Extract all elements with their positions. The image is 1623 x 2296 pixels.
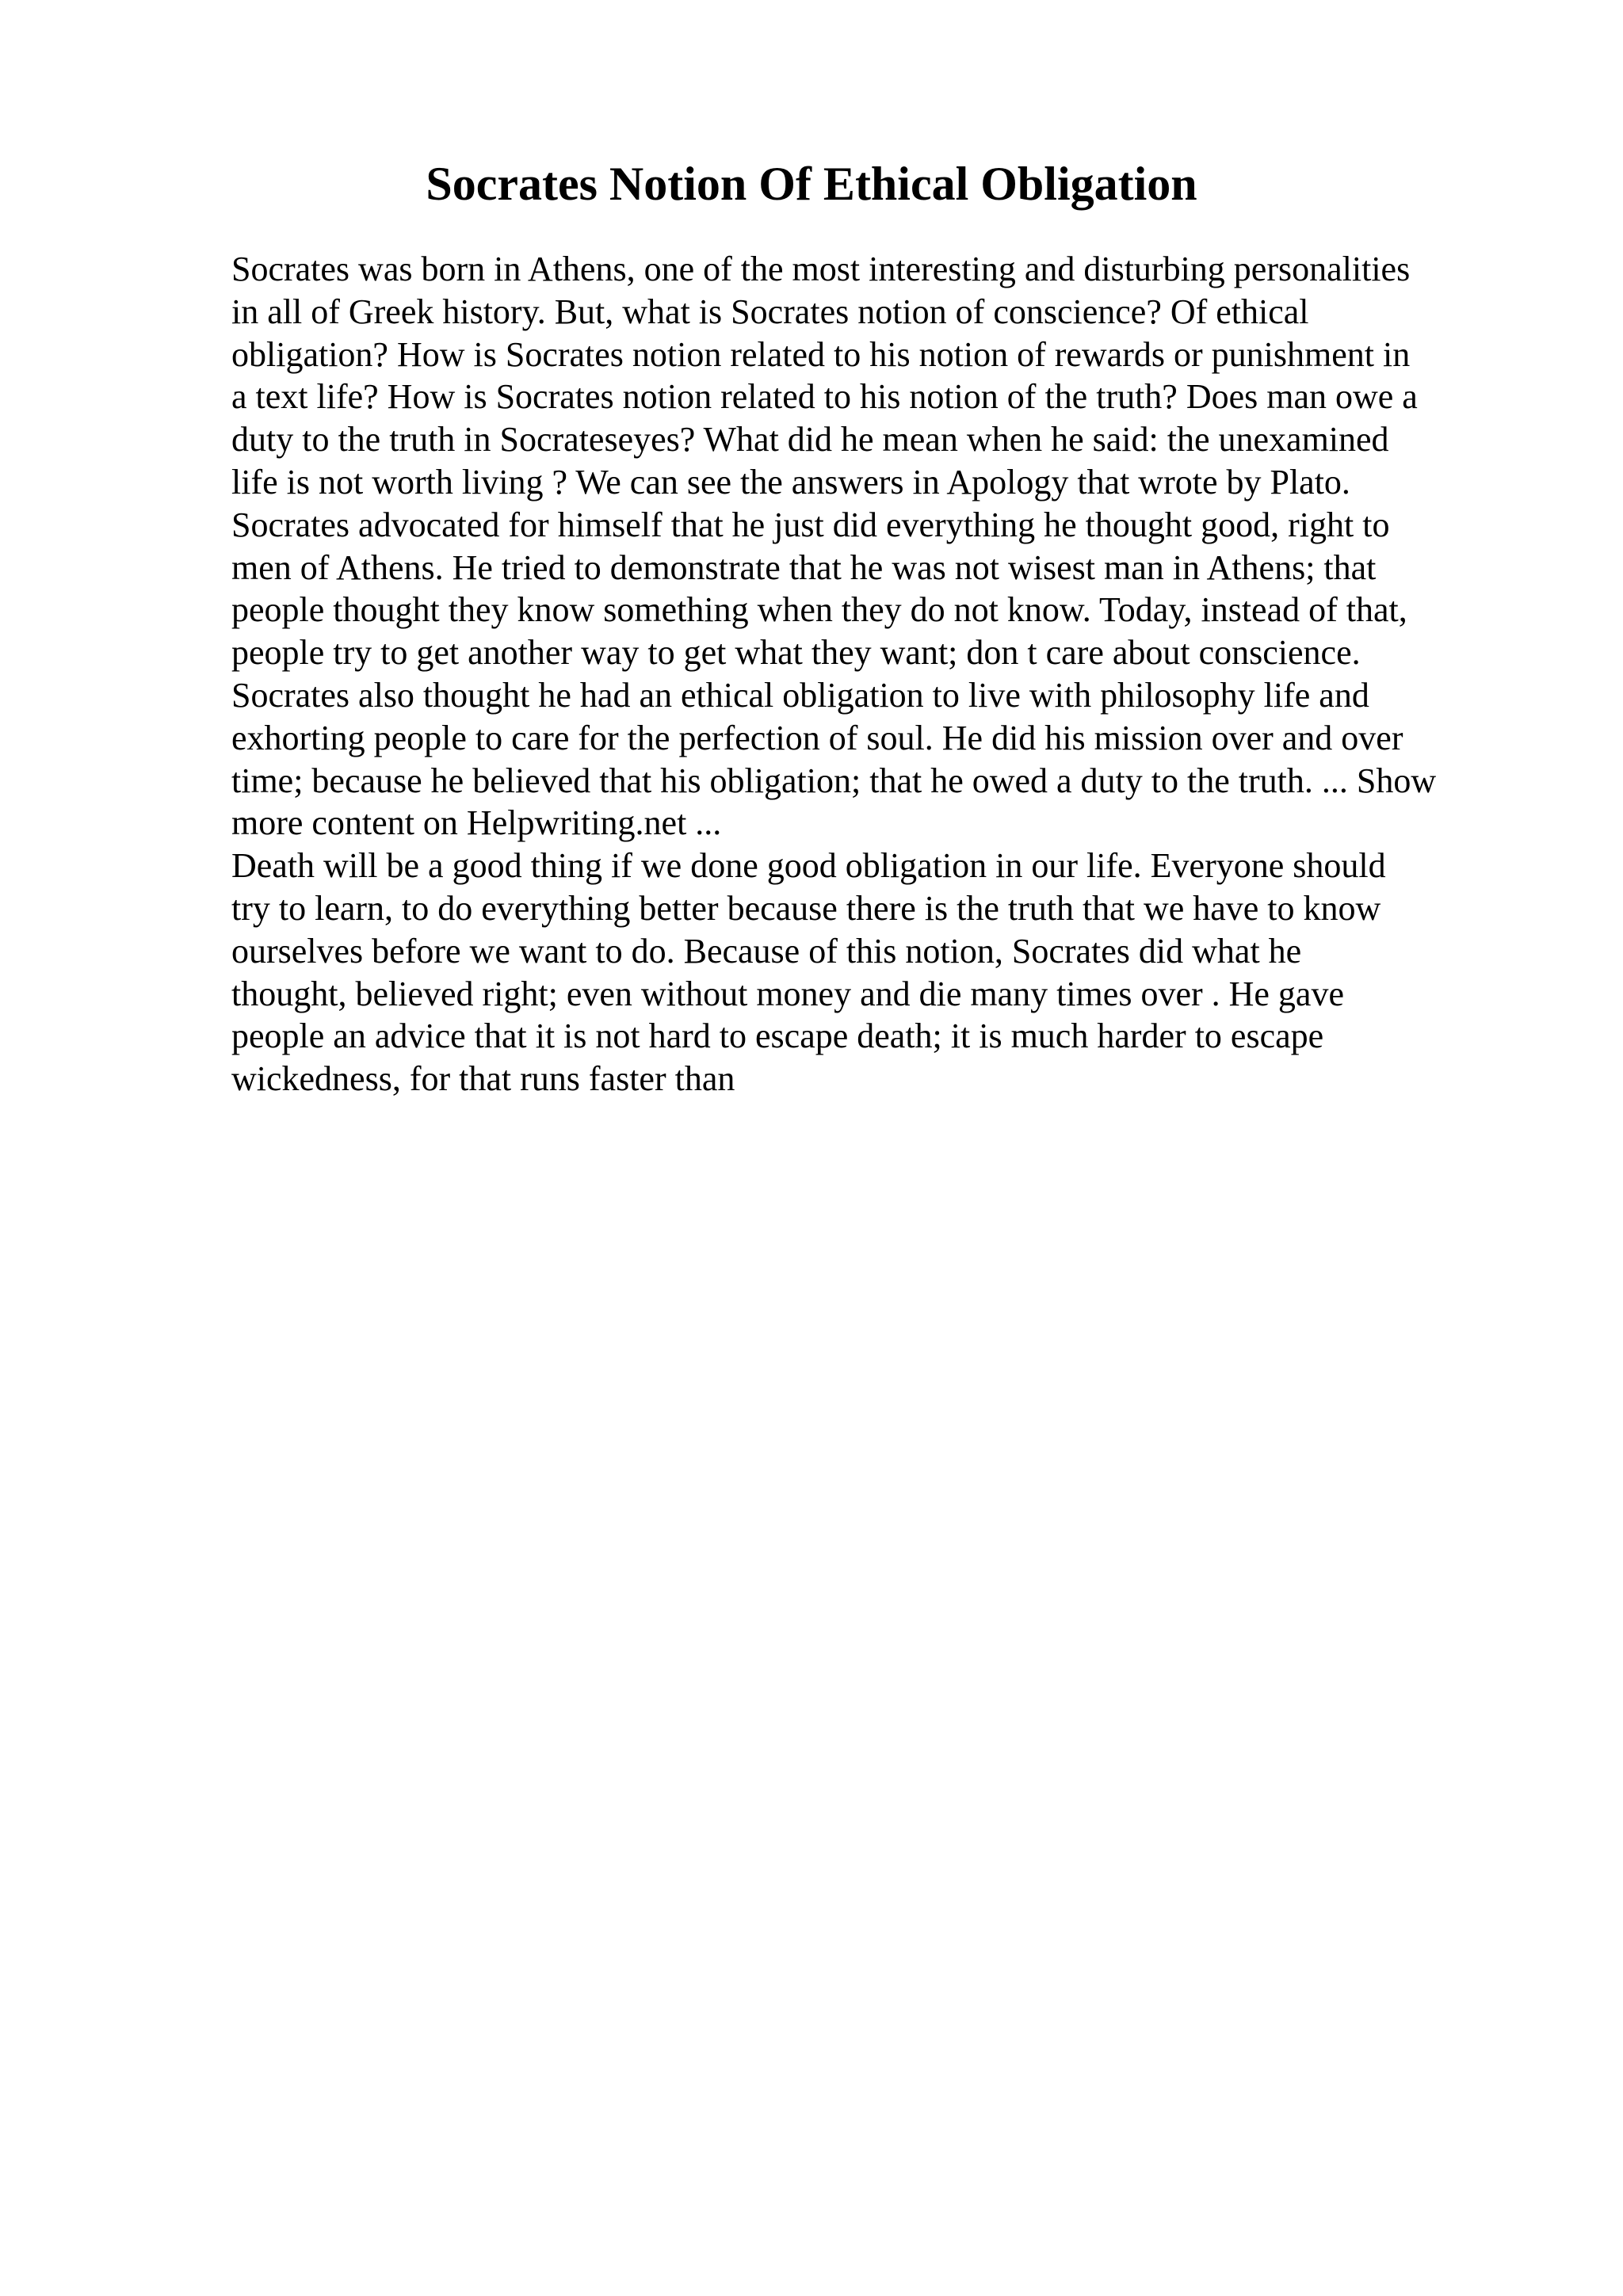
- text-line: ourselves before we want to do. Because of this notion, Socrates did what he: [231, 931, 1302, 971]
- text-line: people thought they know something when they do not know. Today, instead of that,: [231, 590, 1407, 630]
- text-line: time; because he believed that his obligation; that he owed a duty to the truth. ... Show: [231, 761, 1437, 800]
- text-line: Socrates advocated for himself that he just did everything he thought good, right to: [231, 505, 1390, 544]
- document-body: [231, 248, 1623, 1100]
- text-line: wickedness, for that runs faster than: [231, 1059, 735, 1099]
- text-line: more content on Helpwriting.net ...: [231, 803, 722, 843]
- text-line: duty to the truth in Socrateseyes? What did he mean when he said: the unexamined: [231, 420, 1389, 460]
- text-line: exhorting people to care for the perfection of soul. He did his mission over and over: [231, 718, 1403, 757]
- text-line: people an advice that it is not hard to escape death; it is much harder to escape: [231, 1016, 1324, 1056]
- text-line: people try to get another way to get what they want; don t care about conscience.: [231, 633, 1361, 673]
- text-line: Socrates also thought he had an ethical obligation to live with philosophy life and: [231, 675, 1369, 715]
- text-line: try to learn, to do everything better because there is the truth that we have to know: [231, 888, 1381, 928]
- text-line: men of Athens. He tried to demonstrate that he was not wisest man in Athens; that: [231, 547, 1377, 587]
- text-line: a text life? How is Socrates notion related to his notion of the truth? Does man owe a: [231, 377, 1418, 417]
- text-line: life is not worth living ? We can see the answers in Apology that wrote by Plato.: [231, 462, 1350, 502]
- page-title: Socrates Notion Of Ethical Obligation: [426, 158, 1197, 210]
- text-line: thought, believed right; even without money and die many times over . He gave: [231, 974, 1344, 1013]
- text-line: Death will be a good thing if we done good obligation in our life. Everyone should: [231, 846, 1386, 886]
- text-line: obligation? How is Socrates notion related to his notion of rewards or punishment in: [231, 334, 1411, 374]
- text-line: Socrates was born in Athens, one of the most interesting and disturbing personalities: [231, 250, 1411, 288]
- text-line: in all of Greek history. But, what is Socrates notion of conscience? Of ethical: [231, 292, 1309, 331]
